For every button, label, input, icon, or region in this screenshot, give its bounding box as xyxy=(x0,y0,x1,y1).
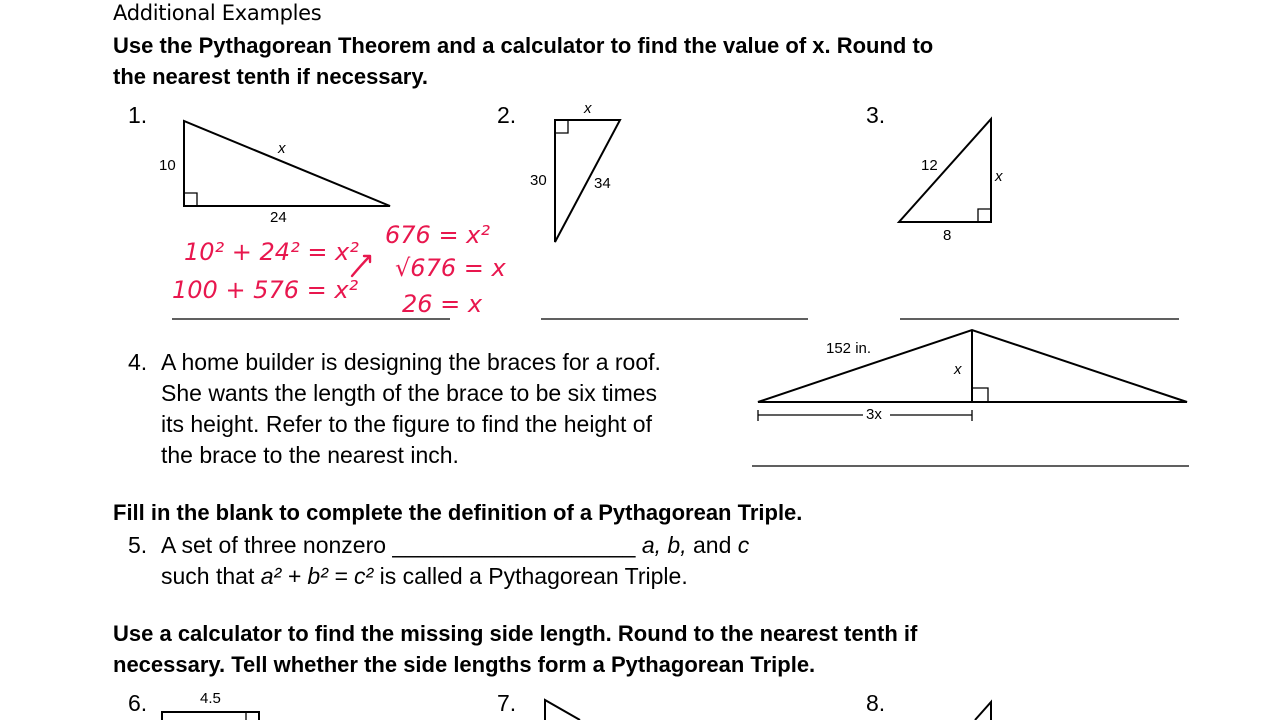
p1-leg-a-label: 10 xyxy=(159,157,176,174)
p5-line2-equation: a² + b² = c² xyxy=(260,563,374,589)
p5-line2-rest: is called a Pythagorean Triple. xyxy=(379,563,688,589)
page-header: Additional Examples xyxy=(113,1,322,25)
section2-instruction: Fill in the blank to complete the definition of a Pythagorean Triple. xyxy=(113,500,803,525)
p2-hyp-label: 34 xyxy=(594,175,611,192)
p2-top-label: x xyxy=(584,100,592,117)
problem-5-number: 5. xyxy=(128,532,148,558)
p4-text-line4: the brace to the nearest inch. xyxy=(161,442,459,468)
p3-hyp-label: 12 xyxy=(921,157,938,174)
p5-line2 xyxy=(161,563,688,590)
p5-line1-vars: a, b, xyxy=(641,532,687,558)
p5-line1 xyxy=(161,532,749,559)
section1-instruction-line1: Use the Pythagorean Theorem and a calculator to find the value of x. Round to xyxy=(113,33,934,58)
p4-text-line1: A home builder is designing the braces for a roof. xyxy=(161,349,661,375)
p5-line2-such-that: such that xyxy=(161,563,255,589)
p5-line1-and: and xyxy=(693,532,732,558)
p6-label: 4.5 xyxy=(200,690,221,707)
p3-base-label: 8 xyxy=(943,227,952,244)
problem-2-number: 2. xyxy=(497,102,517,128)
p4-text-line3: its height. Refer to the figure to find the height of xyxy=(161,411,652,437)
hw-line1-right: 676 = x² xyxy=(385,221,490,249)
problem-8-number: 8. xyxy=(866,690,886,716)
section3-instruction-line2: necessary. Tell whether the side lengths form a Pythagorean Triple. xyxy=(113,652,816,677)
p4-height-label: x xyxy=(954,361,962,378)
p4-base-label: 3x xyxy=(866,406,882,423)
p1-leg-b-label: 24 xyxy=(270,209,287,226)
hw-line1-left: 10² + 24² = x² xyxy=(184,238,359,266)
hw-line3-right: 26 = x xyxy=(402,290,483,318)
section1-instruction-line2: the nearest tenth if necessary. xyxy=(113,64,429,89)
hw-line2-right: √676 = x xyxy=(395,254,506,282)
problem-7-number: 7. xyxy=(497,690,517,716)
p4-text-line2: She wants the length of the brace to be six times xyxy=(161,380,658,406)
problem-4-number: 4. xyxy=(128,349,148,375)
problem-6-number: 6. xyxy=(128,690,148,716)
problem-1-number: 1. xyxy=(128,102,148,128)
problem-3-number: 3. xyxy=(866,102,886,128)
hw-line2-left: 100 + 576 = x² xyxy=(172,276,359,304)
p1-hyp-label: x xyxy=(278,140,286,157)
p2-leg-label: 30 xyxy=(530,172,547,189)
p3-leg-label: x xyxy=(995,168,1003,185)
p4-slant-label: 152 in. xyxy=(826,340,872,357)
section3-instruction-line1: Use a calculator to find the missing side length. Round to the nearest tenth if xyxy=(113,621,918,646)
p5-line1-c: c xyxy=(737,532,750,558)
p5-line1-text: A set of three nonzero ___________________ xyxy=(161,532,636,558)
